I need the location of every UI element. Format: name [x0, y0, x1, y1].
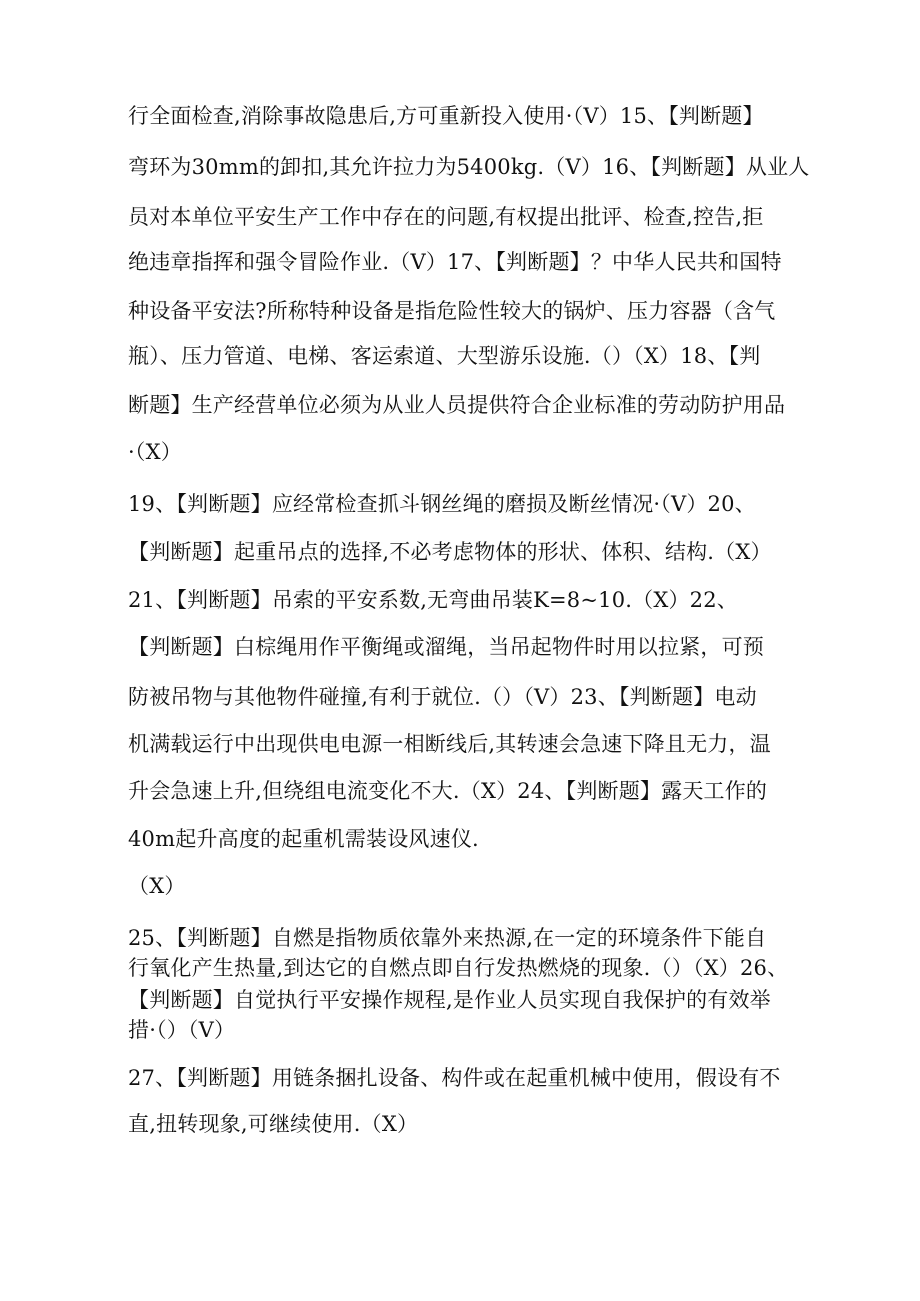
- text-line: 断题】生产经营单位必须为从业人员提供符合企业标准的劳动防护用品: [128, 393, 786, 417]
- text-line: 行氧化产生热量,到达它的自燃点即自行发热燃烧的现象.（）（X）26、: [128, 956, 789, 980]
- text-line: 27、【判断题】用链条捆扎设备、构件或在起重机械中使用，假设有不: [128, 1066, 781, 1090]
- text-line: 种设备平安法?所称特种设备是指危险性较大的锅炉、压力容器（含气: [128, 299, 776, 323]
- text-line: 弯环为30mm的卸扣,其允许拉力为5400kg.（V）16、【判断题】从业人: [128, 155, 810, 179]
- text-line: 措·（）（V）: [128, 1018, 236, 1042]
- text-line: 员对本单位平安生产工作中存在的问题,有权提出批评、检查,控告,拒: [128, 205, 764, 229]
- text-line: 防被吊物与其他物件碰撞,有利于就位.（）（V）23、【判断题】电动: [128, 685, 757, 709]
- text-line: 21、【判断题】吊索的平安系数,无弯曲吊装K=8~10.（X）22、: [128, 588, 739, 612]
- text-line: 【判断题】白棕绳用作平衡绳或溜绳，当吊起物件时用以拉紧，可预: [128, 635, 764, 659]
- text-line: 瓶）、压力管道、电梯、客运索道、大型游乐设施.（）（X）18、【判: [128, 344, 761, 368]
- text-line: 行全面检查,消除事故隐患后,方可重新投入使用·（V）15、【判断题】: [128, 104, 764, 128]
- text-line: 绝违章指挥和强令冒险作业.（V）17、【判断题】？中华人民共和国特: [128, 250, 782, 274]
- text-line: 【判断题】自觉执行平安操作规程,是作业人员实现自我保护的有效举: [128, 988, 771, 1012]
- text-line: 19、【判断题】应经常检查抓斗钢丝绳的磨损及断丝情况·（V）20、: [128, 492, 756, 516]
- text-line: ·（X）: [128, 440, 182, 464]
- text-line: （X）: [128, 874, 186, 898]
- text-line: 直,扭转现象,可继续使用.（X）: [128, 1112, 419, 1136]
- text-line: 40m起升高度的起重机需装设风速仪.: [128, 827, 479, 851]
- text-line: 25、【判断题】自燃是指物质依靠外来热源,在一定的环境条件下能自: [128, 926, 767, 950]
- text-line: 【判断题】起重吊点的选择,不必考虑物体的形状、体积、结构.（X）: [128, 540, 772, 564]
- text-line: 机满载运行中出现供电电源一相断线后,其转速会急速下降且无力，温: [128, 732, 771, 756]
- text-line: 升会急速上升,但绕组电流变化不大.（X）24、【判断题】露天工作的: [128, 779, 768, 803]
